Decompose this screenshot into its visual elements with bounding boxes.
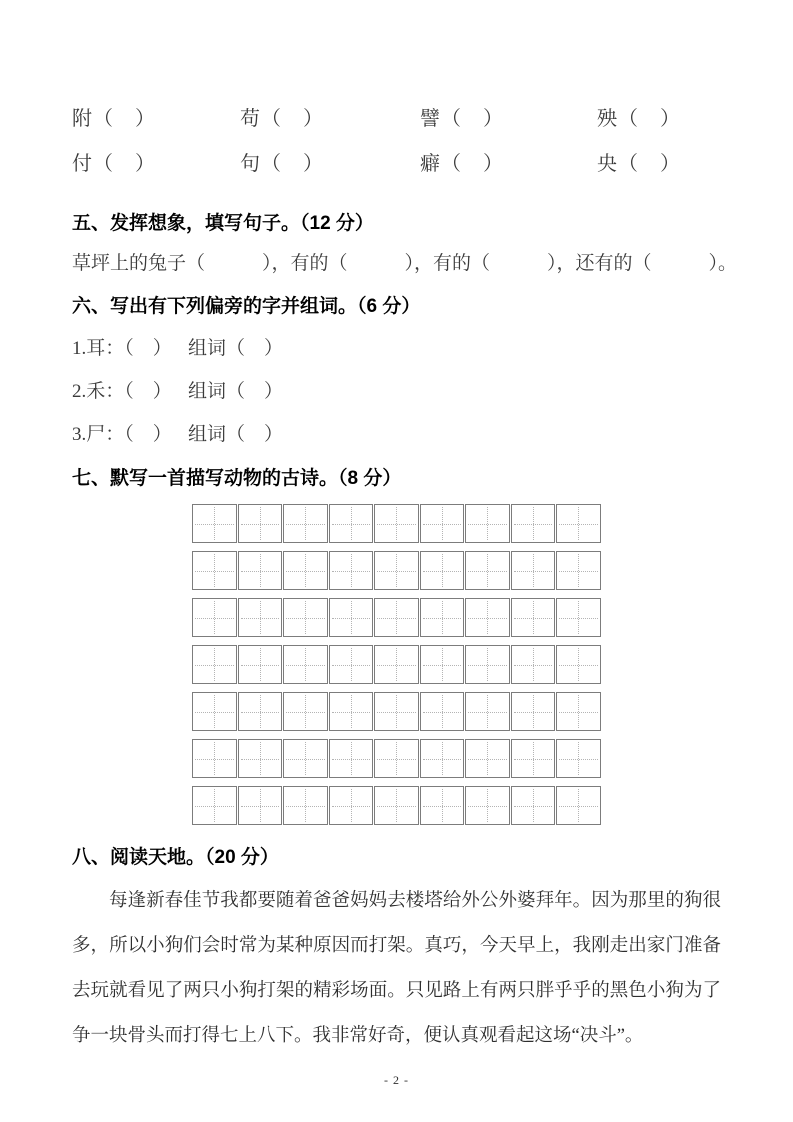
- radical-item-label: 1.耳：（ ）: [72, 338, 172, 359]
- grid-cell: [238, 645, 283, 684]
- grid-cell: [238, 692, 283, 731]
- writing-grid-wrap: [192, 504, 721, 825]
- word-pair-row: [72, 142, 721, 187]
- radical-items: [72, 327, 721, 456]
- grid-cell: [192, 692, 237, 731]
- grid-cell: [283, 598, 328, 637]
- grid-row: [192, 692, 721, 731]
- section-eight-heading: 八、阅读天地。（20 分）: [72, 847, 279, 868]
- grid-cell: [556, 692, 601, 731]
- word-pairs-section: [72, 97, 721, 187]
- grid-cell: [283, 739, 328, 778]
- grid-cell: [283, 645, 328, 684]
- grid-cell: [283, 692, 328, 731]
- grid-cell: [329, 551, 374, 590]
- grid-cell: [374, 504, 419, 543]
- writing-grid: [192, 504, 721, 825]
- grid-cell: [465, 692, 510, 731]
- section-six-heading: 六、写出有下列偏旁的字并组词。（6 分）: [72, 296, 421, 317]
- grid-row: [192, 551, 721, 590]
- grid-cell: [511, 598, 556, 637]
- grid-cell: [329, 598, 374, 637]
- grid-cell: [465, 551, 510, 590]
- grid-cell: [420, 598, 465, 637]
- grid-cell: [465, 786, 510, 825]
- grid-cell: [556, 739, 601, 778]
- grid-cell: [374, 739, 419, 778]
- grid-row: [192, 504, 721, 543]
- grid-row: [192, 739, 721, 778]
- radical-item: [72, 327, 721, 370]
- grid-cell: [556, 786, 601, 825]
- grid-cell: [511, 739, 556, 778]
- grid-row: [192, 786, 721, 825]
- word-pair-row: [72, 97, 721, 142]
- grid-cell: [192, 786, 237, 825]
- grid-cell: [283, 786, 328, 825]
- grid-cell: [420, 504, 465, 543]
- grid-cell: [556, 504, 601, 543]
- grid-cell: [420, 692, 465, 731]
- grid-cell: [192, 504, 237, 543]
- grid-cell: [374, 786, 419, 825]
- grid-cell: [329, 645, 374, 684]
- grid-cell: [420, 739, 465, 778]
- word-pair-blank: 癖（ ）: [420, 153, 504, 175]
- reading-paragraph: 每逢新春佳节我都要随着爸爸妈妈去楼塔给外公外婆拜年。因为那里的狗很多，所以小狗们会时常为某种原因而打架。真巧，今天早上，我刚走出家门准备去玩就看见了两只小狗打架的精彩场面。只见路上有两只胖乎乎的黑色小狗为了争一块骨头而打得七上八下。我非常好奇，便认真观看起这场“决斗”。: [72, 891, 721, 1046]
- grid-cell: [329, 692, 374, 731]
- grid-cell: [329, 786, 374, 825]
- radical-item-label: 2.禾：（ ）: [72, 381, 172, 402]
- fill-blank-sentence: 草坪上的兔子（ ），有的（ ），有的（ ），还有的（ ）。: [72, 253, 738, 274]
- grid-cell: [238, 786, 283, 825]
- grid-cell: [511, 551, 556, 590]
- radical-item: [72, 370, 721, 413]
- grid-cell: [374, 551, 419, 590]
- grid-cell: [556, 598, 601, 637]
- grid-cell: [192, 598, 237, 637]
- radical-item-zuci: 组词（ ）: [188, 338, 284, 359]
- grid-cell: [420, 786, 465, 825]
- word-pair-blank: 譬（ ）: [420, 108, 504, 130]
- grid-cell: [465, 645, 510, 684]
- grid-cell: [329, 504, 374, 543]
- grid-cell: [465, 598, 510, 637]
- word-pair-blank: 附（ ）: [72, 108, 156, 130]
- grid-cell: [556, 645, 601, 684]
- grid-cell: [465, 739, 510, 778]
- word-pair-blank: 付（ ）: [72, 153, 156, 175]
- grid-cell: [511, 786, 556, 825]
- grid-cell: [465, 504, 510, 543]
- grid-cell: [192, 645, 237, 684]
- word-pair-blank: 苟（ ）: [240, 108, 324, 130]
- grid-cell: [238, 739, 283, 778]
- grid-cell: [511, 645, 556, 684]
- radical-item-label: 3.尸：（ ）: [72, 424, 172, 445]
- word-pair-blank: 句（ ）: [240, 153, 324, 175]
- grid-cell: [511, 692, 556, 731]
- section-seven-heading: 七、默写一首描写动物的古诗。（8 分）: [72, 468, 402, 489]
- grid-cell: [283, 551, 328, 590]
- grid-cell: [420, 645, 465, 684]
- word-pair-blank: 央（ ）: [597, 153, 681, 175]
- grid-cell: [511, 504, 556, 543]
- grid-cell: [238, 598, 283, 637]
- grid-cell: [238, 551, 283, 590]
- grid-cell: [329, 739, 374, 778]
- grid-row: [192, 645, 721, 684]
- grid-cell: [192, 739, 237, 778]
- radical-item-zuci: 组词（ ）: [188, 381, 284, 402]
- radical-item: [72, 413, 721, 456]
- page-number: - 2 -: [384, 1073, 409, 1087]
- word-pair-blank: 殃（ ）: [597, 108, 681, 130]
- grid-cell: [192, 551, 237, 590]
- grid-row: [192, 598, 721, 637]
- grid-cell: [374, 598, 419, 637]
- grid-cell: [238, 504, 283, 543]
- section-five-heading: 五、发挥想象，填写句子。（12 分）: [72, 213, 374, 234]
- grid-cell: [374, 692, 419, 731]
- grid-cell: [374, 645, 419, 684]
- grid-cell: [283, 504, 328, 543]
- radical-item-zuci: 组词（ ）: [188, 424, 284, 445]
- grid-cell: [556, 551, 601, 590]
- grid-cell: [420, 551, 465, 590]
